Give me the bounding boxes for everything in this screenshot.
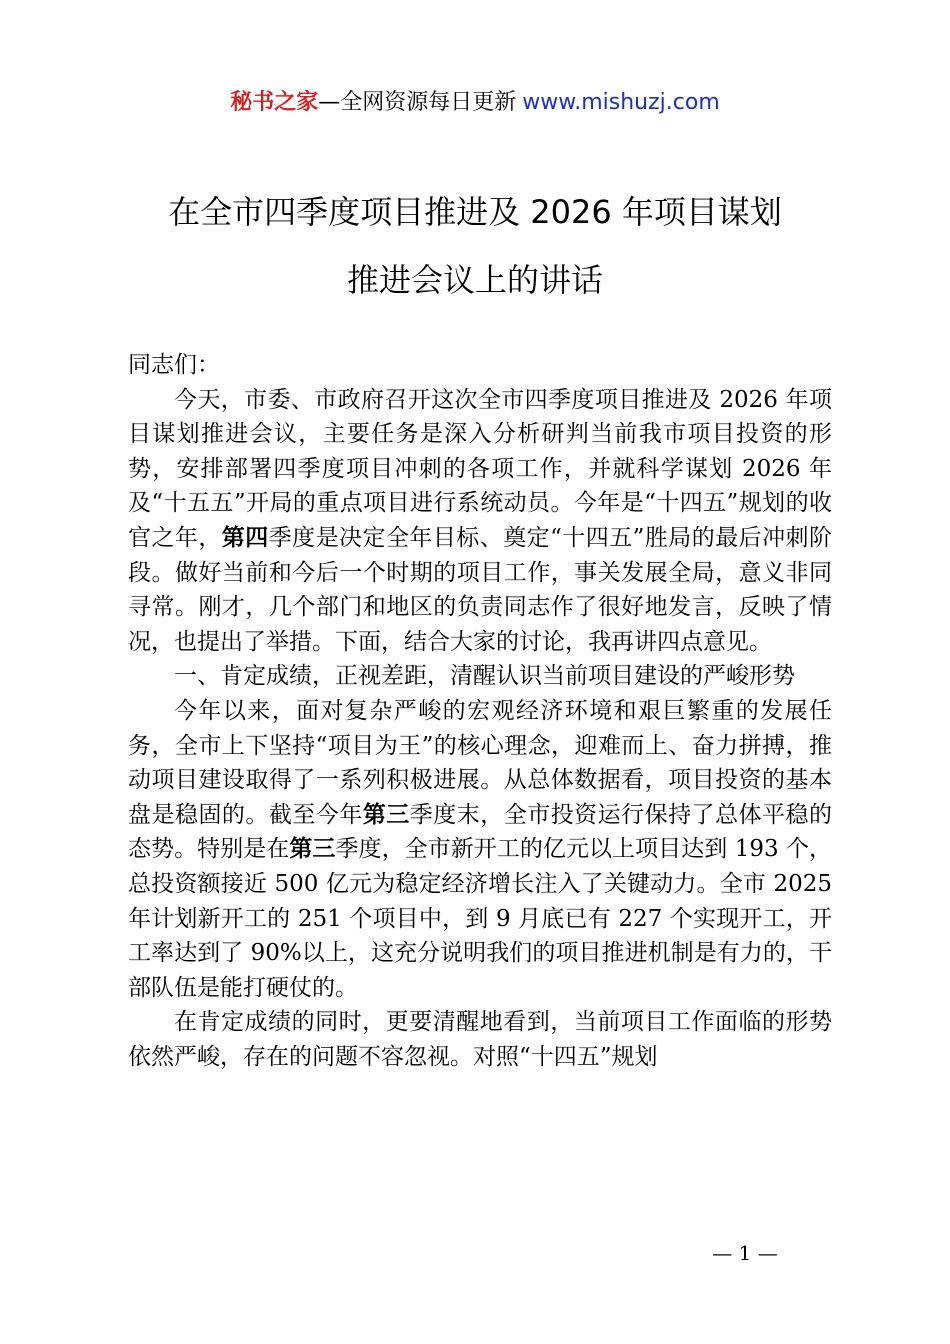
paragraph-intro [128, 383, 832, 660]
site-header [0, 86, 950, 120]
document-body [128, 348, 832, 1074]
greeting: 同志们： [128, 352, 220, 378]
section-heading-1: 一、肯定成绩，正视差距，清醒认识当前项目建设的严峻形势 [174, 663, 795, 690]
document-title-line-1: 在全市四季度项目推进及 2026 年项目谋划 [168, 193, 782, 231]
paragraph-achievements-bold-2: 第三 [289, 835, 336, 863]
brand-name: 秘书之家 [230, 90, 319, 115]
paragraph-intro-part-a: 今天，市委、市政府召开这次全市四季度项目推进及 2026 年项目谋划推进会议，主要任务是深入分析研判当前我市项目投资的形势，安排部署四季度项目冲刺的各项工作，并就科学谋划 2026 年及“十五五”开局的重点项目进行系统动员。今年是“十四五”规划的收官之年， [128, 386, 832, 551]
paragraph-achievements-part-c: 季度，全市新开工的亿元以上项目达到 193 个，总投资额接近 500 亿元为稳定经济增长注入了关键动力。全市 2025 年计划新开工的 251 个项目中，到 9 月底已有 227 个实现开工，开工率达到了 90%以上，这充分说明我们的项目推进机制是有力的，干部队伍是能打硬仗的。 [128, 836, 833, 1001]
site-tagline: —全网资源每日更新 [318, 90, 517, 115]
paragraph-achievements-part-a: 今年以来，面对复杂严峻的宏观经济环境和艰巨繁重的发展任务，全市上下坚持“项目为王”的核心理念，迎难而上、奋力拼搏，推动项目建设取得了一系列积极进展。从总体数据看，项目投资的基本盘是稳固的。截至今年 [128, 697, 832, 828]
paragraph-achievements [128, 694, 832, 1005]
paragraph-achievements-bold-1: 第三 [362, 800, 410, 828]
paragraph-achievements-part-b: 季度末，全市投资运行保持了总体平稳的态势。特别是在 [128, 801, 833, 863]
site-url-link[interactable]: www.mishuzj.com [522, 90, 720, 115]
page-number: — 1 — [712, 1241, 778, 1265]
paragraph-intro-bold: 第四 [221, 523, 269, 551]
paragraph-intro-part-b: 季度是决定全年目标、奠定“十四五”胜局的最后冲刺阶段。做好当前和今后一个时期的项目工作，事关发展全局，意义非同寻常。刚才，几个部门和地区的负责同志作了很好地发言，反映了情况，也提出了举措。下面，结合大家的讨论，我再讲四点意见。 [128, 524, 832, 655]
document-title-line-2: 推进会议上的讲话 [346, 261, 603, 299]
paragraph-challenges: 在肯定成绩的同时，更要清醒地看到，当前项目工作面临的形势依然严峻，存在的问题不容忽视。对照“十四五”规划 [128, 1009, 832, 1070]
